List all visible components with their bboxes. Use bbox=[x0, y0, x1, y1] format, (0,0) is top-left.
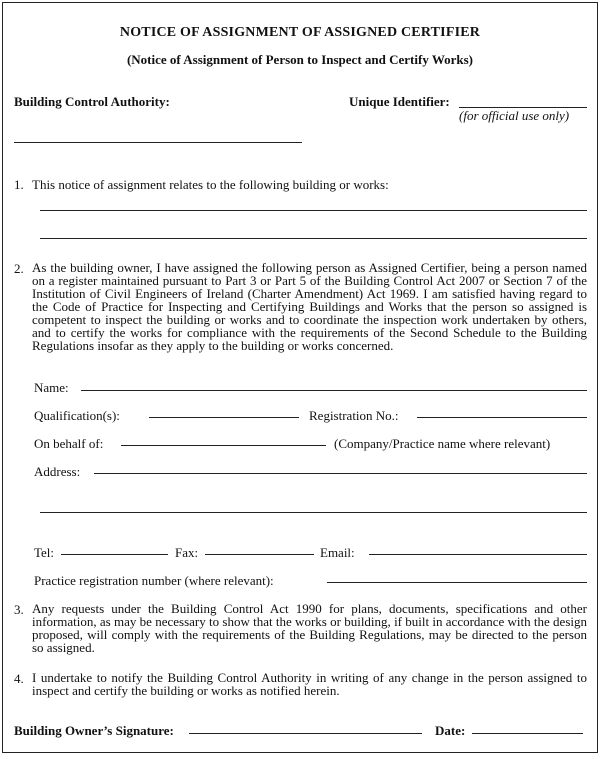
item-1-text: This notice of assignment relates to the following building or works: bbox=[32, 177, 389, 192]
authority-label: Building Control Authority: bbox=[14, 94, 170, 109]
practice-registration-label: Practice registration number (where relevant): bbox=[34, 573, 274, 588]
building-works-field-1[interactable] bbox=[40, 210, 587, 211]
item-2-number: 2. bbox=[14, 261, 24, 276]
building-works-field-2[interactable] bbox=[40, 238, 587, 239]
form-title: NOTICE OF ASSIGNMENT OF ASSIGNED CERTIFIER bbox=[119, 25, 481, 40]
on-behalf-of-field[interactable] bbox=[121, 445, 326, 446]
email-field[interactable] bbox=[369, 554, 587, 555]
tel-field[interactable] bbox=[61, 554, 168, 555]
item-2-text: As the building owner, I have assigned the following person as Assigned Certifier, being a person named on a register maintained pursuant to Part 3 or Part 5 of the Building Control Act 2007 or Section 7 of the Institution of Civil Engineers of Ireland (Charter Amendment) Act 1969. I am satisfied having regard to the Code of Practice for Inspecting and Certifying Buildings and Works that the person so assigned is competent to inspect the building or works and to coordinate the inspection work undertaken by others, and to certify the works for compliance with the requirements of the Second Schedule to the Building Regulations insofar as they apply to the building or works concerned. bbox=[32, 260, 587, 353]
practice-registration-field[interactable] bbox=[327, 582, 587, 583]
unique-identifier-label: Unique Identifier: bbox=[349, 94, 450, 109]
address-field-2[interactable] bbox=[40, 512, 587, 513]
email-label: Email: bbox=[320, 545, 355, 560]
on-behalf-of-label: On behalf of: bbox=[34, 436, 104, 451]
qualifications-field[interactable] bbox=[149, 417, 299, 418]
fax-label: Fax: bbox=[175, 545, 199, 560]
item-1-number: 1. bbox=[14, 177, 24, 192]
item-4-number: 4. bbox=[14, 671, 24, 686]
registration-no-field[interactable] bbox=[417, 417, 587, 418]
date-label: Date: bbox=[435, 723, 466, 738]
item-3-number: 3. bbox=[14, 602, 24, 617]
notice-form bbox=[2, 2, 598, 753]
qualifications-label: Qualification(s): bbox=[34, 408, 120, 423]
date-field[interactable] bbox=[472, 733, 583, 734]
owner-signature-label: Building Owner’s Signature: bbox=[14, 723, 174, 738]
address-label: Address: bbox=[34, 464, 81, 479]
authority-field[interactable] bbox=[14, 142, 302, 143]
registration-no-label: Registration No.: bbox=[309, 408, 399, 423]
item-3-text: Any requests under the Building Control Act 1990 for plans, documents, specifications and other information, as may be necessary to show that the works or building, if built in accordance with the design proposed, will comply with the requirements of the Building Regulations, may be directed to the person so assigned. bbox=[32, 601, 587, 655]
address-field-1[interactable] bbox=[94, 473, 587, 474]
item-4-text: I undertake to notify the Building Control Authority in writing of any change in the person assigned to inspect and certify the building or works as notified herein. bbox=[32, 670, 587, 698]
name-field[interactable] bbox=[81, 390, 587, 391]
name-label: Name: bbox=[34, 380, 69, 395]
owner-signature-field[interactable] bbox=[189, 733, 422, 734]
fax-field[interactable] bbox=[205, 554, 314, 555]
form-subtitle: (Notice of Assignment of Person to Inspect and Certify Works) bbox=[126, 52, 474, 67]
company-practice-note: (Company/Practice name where relevant) bbox=[334, 436, 551, 451]
official-use-note: (for official use only) bbox=[459, 108, 570, 123]
tel-label: Tel: bbox=[34, 545, 55, 560]
